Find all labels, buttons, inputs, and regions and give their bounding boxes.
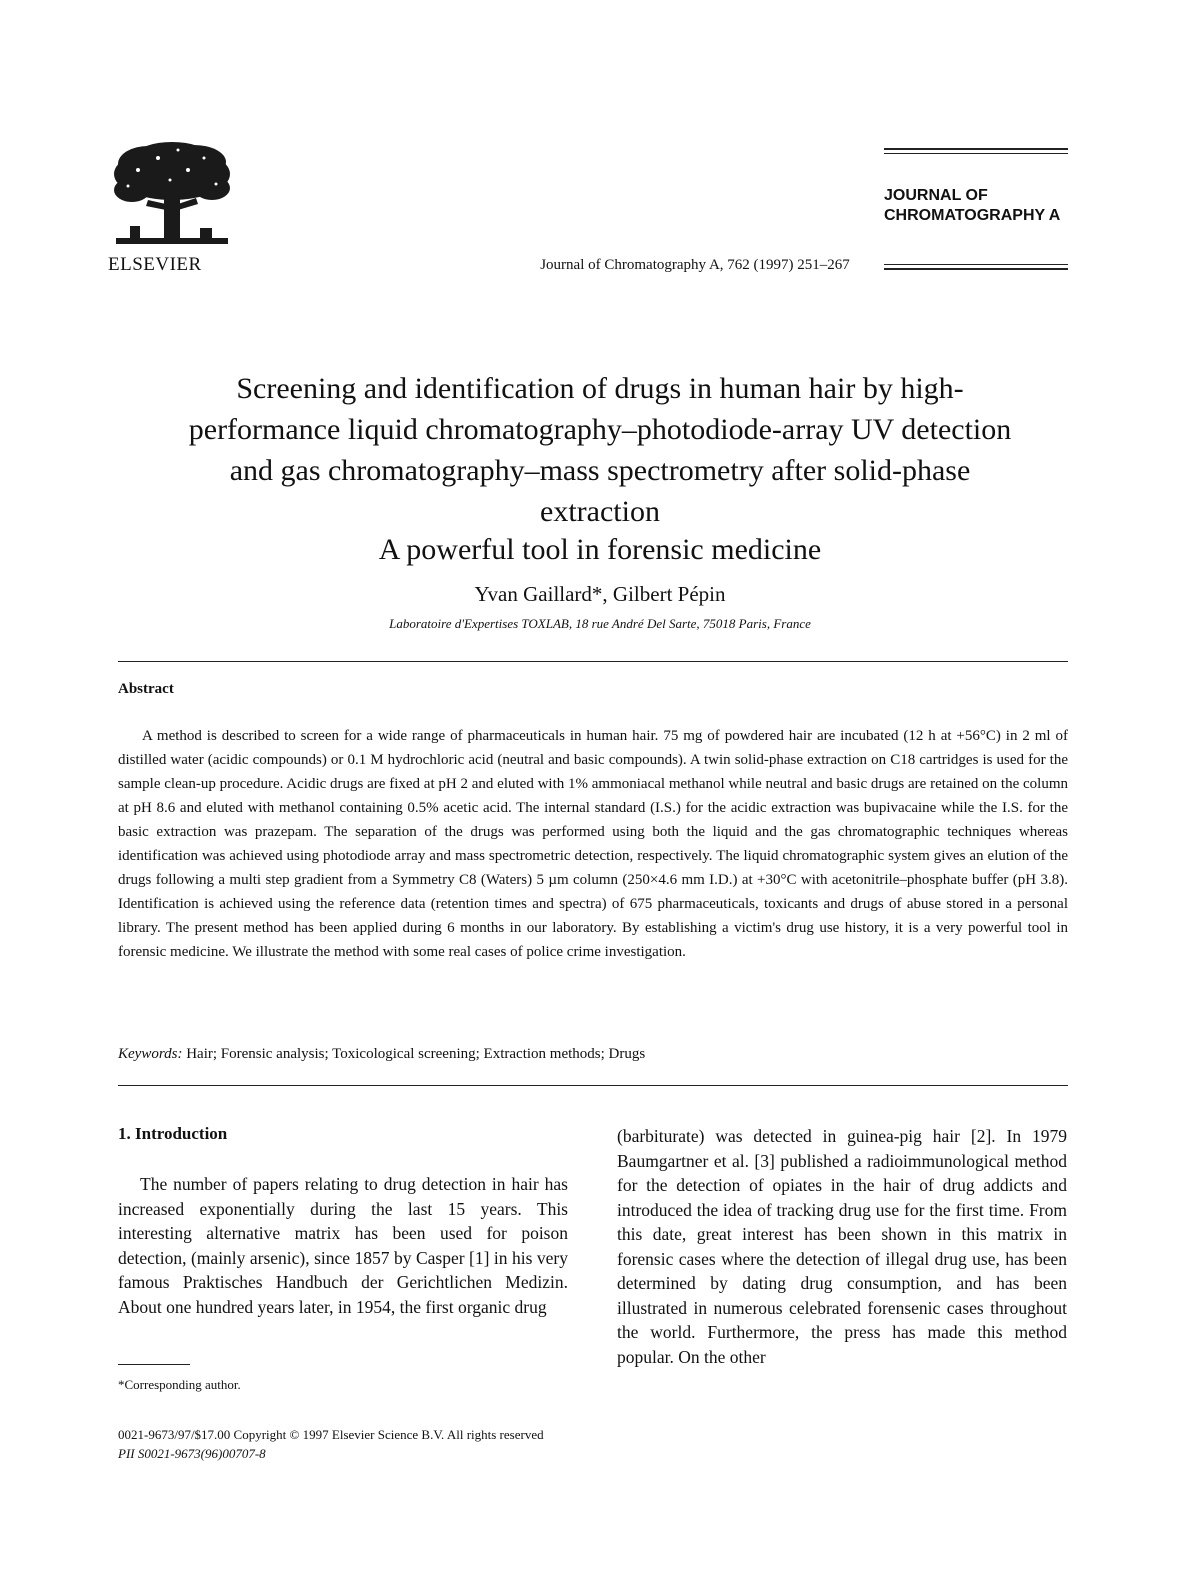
- header-rule-top-1: [884, 148, 1068, 150]
- section-heading-introduction: 1. Introduction: [118, 1124, 228, 1143]
- abstract-rule: [118, 1085, 1068, 1086]
- header-rule-top-2: [884, 153, 1068, 154]
- journal-citation: Journal of Chromatography A, 762 (1997) 251–267: [540, 257, 850, 273]
- keywords-label: Keywords:: [118, 1046, 183, 1062]
- footnote-rule: [118, 1364, 190, 1365]
- footnote-corresponding-author: *Corresponding author.: [118, 1377, 241, 1392]
- keywords-text: Hair; Forensic analysis; Toxicological screening; Extraction methods; Drugs: [182, 1046, 646, 1062]
- intro-left-column: The number of papers relating to drug detection in hair has increased exponentially during the last 15 years. This interesting alternative matrix has been used for poison detection, (mainly arsenic), since 1857 by Casper [1] in his very famous Praktisches Handbuch der Gerichtlichen Medizin. About one hundred years later, in 1954, the first organic drug: [118, 1174, 568, 1317]
- keywords: [118, 1046, 645, 1063]
- abstract-heading: Abstract: [118, 681, 174, 697]
- affiliation: Laboratoire d'Expertises TOXLAB, 18 rue André Del Sarte, 75018 Paris, France: [389, 616, 811, 631]
- journal-title-line1: JOURNAL OF: [884, 187, 988, 204]
- intro-right-column: (barbiturate) was detected in guinea-pig hair [2]. In 1979 Baumgartner et al. [3] published a radioimmunological method for the detection of opiates in the hair of drug addicts and introduced the idea of tracking drug use for the first time. From this date, great interest has been shown in this matrix in forensic cases where the detection of illegal drug use, has been determined by dating drug consumption, and has been illustrated in numerous celebrated forensenic cases throughout the world. Furthermore, the press has made this method popular. On the other: [617, 1126, 1067, 1367]
- title-line-1: Screening and identification of drugs in human hair by high-: [236, 372, 964, 405]
- elsevier-tree-logo: [108, 140, 236, 250]
- abstract-body: A method is described to screen for a wide range of pharmaceuticals in human hair. 75 mg of powdered hair are incubated (12 h at +56°C) in 2 ml of distilled water (acidic compounds) or 0.1 M hydrochloric acid (neutral and basic compounds). A twin solid-phase extraction on C18 cartridges is used for the sample clean-up procedure. Acidic drugs are fixed at pH 2 and eluted with 1% ammoniacal methanol while neutral and basic drugs are retained on the column at pH 8.6 and eluted with methanol containing 0.5% acetic acid. The internal standard (I.S.) for the acidic extraction was bupivacaine while the I.S. for the basic extraction was prazepam. The separation of the drugs was performed using both the liquid and the gas chromatographic techniques whereas identification was achieved using photodiode array and mass spectrometric detection, respectively. The liquid chromatographic system gives an elution of the drugs following a multi step gradient from a Symmetry C8 (Waters) 5 µm column (250×4.6 mm I.D.) at +30°C with acetonitrile–phosphate buffer (pH 3.8). Identification is achieved using the reference data (retention times and spectra) of 675 pharmaceuticals, toxicants and drugs of abuse stored in a personal library. The present method has been applied during 6 months in our laboratory. By establishing a victim's drug use history, it is a very powerful tool in forensic medicine. We illustrate the method with some real cases of police crime investigation.: [118, 728, 1068, 960]
- copyright-notice: [118, 1425, 544, 1463]
- article-title: [110, 368, 1090, 532]
- header-rule-bottom-1: [884, 264, 1068, 265]
- pii-line: PII S0021-9673(96)00707-8: [118, 1446, 266, 1461]
- title-rule: [118, 661, 1068, 662]
- journal-title-line2: CHROMATOGRAPHY A: [884, 207, 1061, 224]
- title-line-3: and gas chromatography–mass spectrometry after solid-phase: [229, 454, 971, 487]
- title-line-2: performance liquid chromatography–photodiode-array UV detection: [188, 413, 1012, 446]
- authors: Yvan Gaillard*, Gilbert Pépin: [474, 582, 726, 606]
- journal-title: [884, 186, 1060, 226]
- title-line-4: extraction: [540, 495, 660, 528]
- publisher-name: ELSEVIER: [108, 254, 202, 275]
- article-subtitle: A powerful tool in forensic medicine: [378, 533, 822, 566]
- header-rule-bottom-2: [884, 268, 1068, 270]
- copyright-line: 0021-9673/97/$17.00 Copyright © 1997 Elsevier Science B.V. All rights reserved: [118, 1427, 544, 1442]
